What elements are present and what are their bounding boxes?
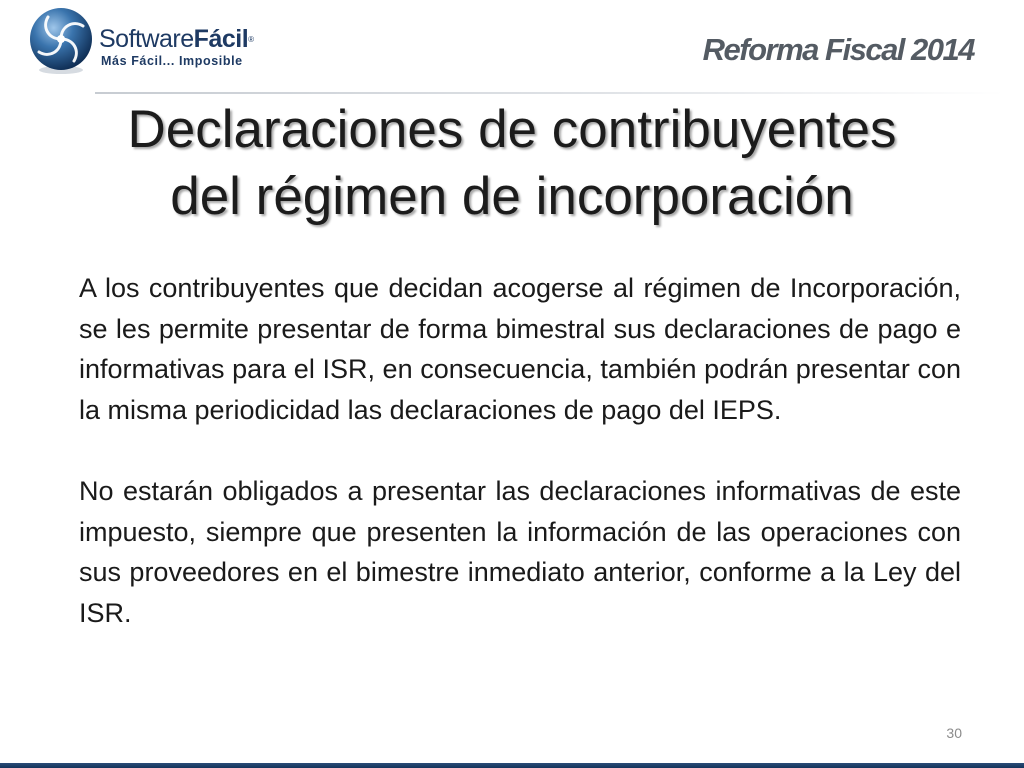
slide-body	[79, 268, 961, 633]
swirl-globe-logo-icon	[26, 6, 96, 76]
brand-name-part1: Software	[99, 25, 194, 53]
slide-title-line-1: Declaraciones de contribuyentes	[127, 100, 897, 159]
page-number: 30	[946, 725, 962, 741]
body-paragraph: A los contribuyentes que decidan acogerse al régimen de Incorporación, se les permite presentar de forma bimestral sus declaraciones de pago e informativas para el ISR, en consecuencia, también podrán presentar con la misma periodicidad las declaraciones de pago del IEPS.	[79, 273, 961, 425]
softwarefacil-logo	[26, 6, 266, 82]
brand-tagline: Más Fácil... Imposible	[101, 54, 243, 68]
slide-title	[40, 96, 984, 230]
footer-bar	[0, 763, 1024, 768]
reform-fiscal-title: Reforma Fiscal 2014	[702, 32, 974, 67]
body-paragraph: No estarán obligados a presentar las declaraciones informativas de este impuesto, siempre que presenten la información de las operaciones con sus proveedores en el bimestre inmediato anterior, conforme a la Ley del ISR.	[79, 476, 961, 628]
slide-title-line-2: del régimen de incorporación	[170, 167, 854, 226]
header-divider	[95, 92, 1005, 94]
slide-header	[0, 0, 1024, 92]
brand-name-part2: Fácil	[193, 25, 249, 53]
brand-name	[99, 26, 254, 52]
registered-mark: ®	[248, 35, 254, 44]
